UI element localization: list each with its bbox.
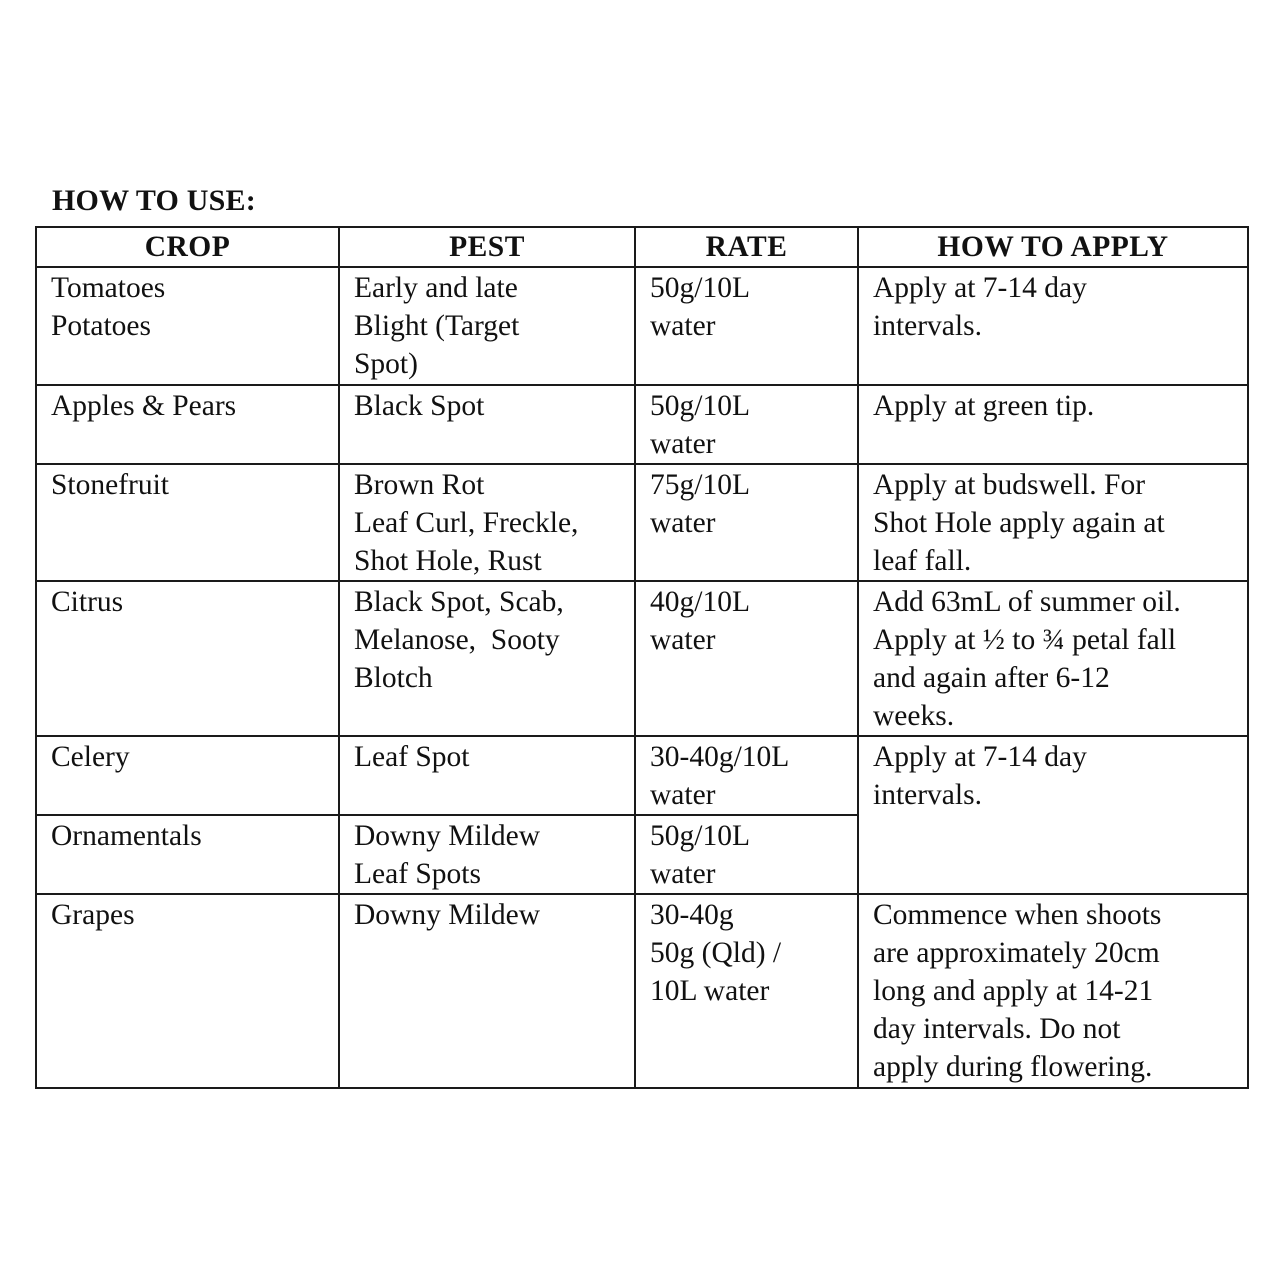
rate-cell <box>635 894 858 1088</box>
apply-cell <box>858 267 1248 385</box>
pest-line: Black Spot, Scab, <box>354 586 564 618</box>
apply-cell <box>858 581 1248 736</box>
pest-line: Blight (Target <box>354 310 520 342</box>
apply-line: long and apply at 14-21 <box>873 975 1154 1007</box>
pest-cell <box>339 815 635 894</box>
pest-line: Shot Hole, Rust <box>354 545 542 577</box>
rate-line: water <box>650 428 716 460</box>
apply-cell <box>858 464 1248 581</box>
rate-line: 50g/10L <box>650 390 750 422</box>
pest-line: Brown Rot <box>354 469 485 501</box>
pest-cell <box>339 385 635 464</box>
apply-cell <box>858 736 1248 894</box>
pest-line: Downy Mildew <box>354 820 541 852</box>
rate-line: water <box>650 624 716 656</box>
rate-cell <box>635 815 858 894</box>
rate-cell <box>635 385 858 464</box>
crop-line: Apples & Pears <box>51 390 237 422</box>
rate-line: 40g/10L <box>650 586 750 618</box>
apply-line: are approximately 20cm <box>873 937 1160 969</box>
apply-cell <box>858 894 1248 1088</box>
table-row <box>36 385 1248 464</box>
pest-cell <box>339 736 635 815</box>
apply-line: day intervals. Do not <box>873 1013 1121 1045</box>
rate-line: 10L water <box>650 975 770 1007</box>
rate-cell <box>635 736 858 815</box>
table-row <box>36 267 1248 385</box>
table-row <box>36 581 1248 736</box>
table-row <box>36 894 1248 1088</box>
rate-line: water <box>650 858 716 890</box>
apply-line: leaf fall. <box>873 545 972 577</box>
crop-line: Grapes <box>51 899 135 931</box>
rate-line: 30-40g <box>650 899 734 931</box>
column-header-how-to-apply: HOW TO APPLY <box>858 227 1248 267</box>
pest-cell <box>339 894 635 1088</box>
pest-cell <box>339 581 635 736</box>
crop-cell <box>36 736 339 815</box>
pest-line: Spot) <box>354 348 418 380</box>
table-header-row <box>36 227 1248 267</box>
rate-line: 50g/10L <box>650 820 750 852</box>
pest-line: Leaf Spot <box>354 741 470 773</box>
rate-line: water <box>650 310 716 342</box>
crop-line: Ornamentals <box>51 820 202 852</box>
crop-cell <box>36 581 339 736</box>
crop-cell <box>36 464 339 581</box>
apply-line: intervals. <box>873 779 982 811</box>
pest-line: Blotch <box>354 662 433 694</box>
crop-cell <box>36 815 339 894</box>
rate-cell <box>635 267 858 385</box>
rate-line: 50g/10L <box>650 272 750 304</box>
pest-line: Leaf Curl, Freckle, <box>354 507 579 539</box>
rate-line: water <box>650 779 716 811</box>
column-header-rate: RATE <box>635 227 858 267</box>
column-header-pest: PEST <box>339 227 635 267</box>
apply-line: intervals. <box>873 310 982 342</box>
rate-line: 50g (Qld) / <box>650 937 782 969</box>
rate-cell <box>635 464 858 581</box>
crop-line: Stonefruit <box>51 469 169 501</box>
usage-table <box>35 226 1249 1089</box>
crop-line: Celery <box>51 741 130 773</box>
crop-line: Potatoes <box>51 310 151 342</box>
crop-cell <box>36 267 339 385</box>
apply-line: Commence when shoots <box>873 899 1162 931</box>
table-row <box>36 464 1248 581</box>
apply-line: Apply at 7-14 day <box>873 272 1087 304</box>
section-heading: HOW TO USE: <box>52 184 256 217</box>
apply-line: Shot Hole apply again at <box>873 507 1165 539</box>
pest-line: Black Spot <box>354 390 485 422</box>
pest-cell <box>339 464 635 581</box>
apply-line: Apply at 7-14 day <box>873 741 1087 773</box>
crop-cell <box>36 894 339 1088</box>
rate-line: 75g/10L <box>650 469 750 501</box>
crop-cell <box>36 385 339 464</box>
apply-line: apply during flowering. <box>873 1051 1153 1083</box>
rate-line: water <box>650 507 716 539</box>
pest-line: Downy Mildew <box>354 899 541 931</box>
pest-line: Early and late <box>354 272 518 304</box>
apply-line: and again after 6-12 <box>873 662 1110 694</box>
rate-line: 30-40g/10L <box>650 741 790 773</box>
column-header-crop: CROP <box>36 227 339 267</box>
rate-cell <box>635 581 858 736</box>
crop-line: Tomatoes <box>51 272 166 304</box>
table-row <box>36 736 1248 815</box>
apply-line: weeks. <box>873 700 955 732</box>
apply-cell <box>858 385 1248 464</box>
pest-cell <box>339 267 635 385</box>
apply-line: Apply at budswell. For <box>873 469 1146 501</box>
pest-line: Melanose, Sooty <box>354 624 560 656</box>
crop-line: Citrus <box>51 586 124 618</box>
apply-line: Add 63mL of summer oil. <box>873 586 1181 618</box>
pest-line: Leaf Spots <box>354 858 481 890</box>
apply-line: Apply at ½ to ¾ petal fall <box>873 624 1177 656</box>
apply-line: Apply at green tip. <box>873 390 1095 422</box>
